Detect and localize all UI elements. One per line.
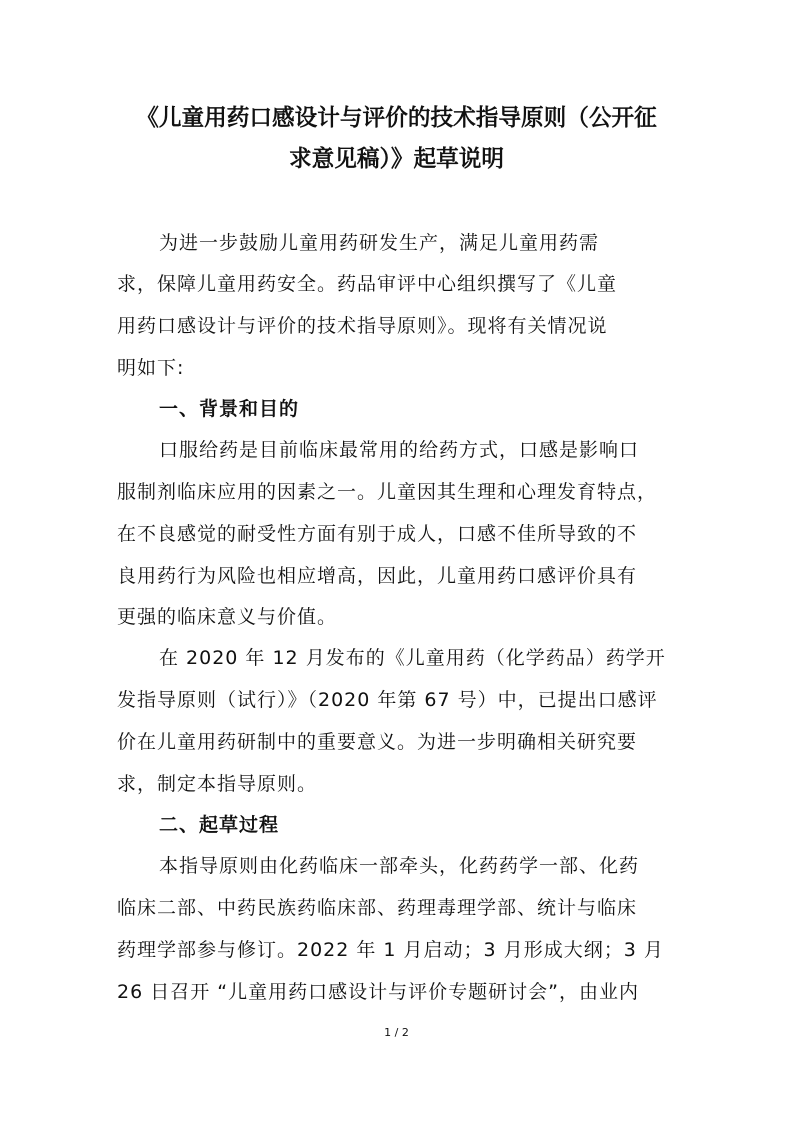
intro-line-1: 为进一步鼓励儿童用药研发生产，满足儿童用药需: [159, 232, 600, 254]
section-1-para-1-line-3: 在不良感觉的耐受性方面有别于成人，口感不佳所导致的不: [117, 523, 638, 545]
document-title-line-2: 求意见稿）》起草说明: [288, 145, 505, 172]
section-1-para-1-line-2: 服制剂临床应用的因素之一。儿童因其生理和心理发育特点，: [117, 481, 658, 503]
section-1-para-1-line-4: 良用药行为风险也相应增高，因此，儿童用药口感评价具有: [117, 565, 638, 587]
section-1-para-2-line-3: 价在儿童用药研制中的重要意义。为进一步明确相关研究要: [117, 731, 638, 753]
section-2-para-1-line-1: 本指导原则由化药临床一部牵头，化药药学一部、化药: [159, 855, 640, 877]
intro-line-4: 明如下:: [117, 357, 185, 379]
section-1-para-1-line-5: 更强的临床意义与价值。: [117, 606, 338, 628]
section-2-para-1-line-3: 药理学部参与修订。2022 年 1 月启动；3 月形成大纲；3 月: [117, 939, 664, 961]
section-1-para-2-line-2: 发指导原则（试行）》（2020 年第 67 号）中，已提出口感评: [117, 689, 658, 711]
section-2-heading: 二、起草过程: [159, 814, 280, 836]
section-1-para-1-line-1: 口服给药是目前临床最常用的给药方式，口感是影响口: [159, 439, 640, 461]
section-2-para-1-line-4: 26 日召开 “儿童用药口感设计与评价专题研讨会”，由业内: [117, 981, 639, 1003]
document-title-line-1: 《儿童用药口感设计与评价的技术指导原则（公开征: [136, 104, 657, 131]
section-2-para-1-line-2: 临床二部、中药民族药临床部、药理毒理学部、统计与临床: [117, 897, 638, 919]
intro-line-3: 用药口感设计与评价的技术指导原则》。现将有关情况说: [117, 315, 608, 337]
section-1-para-2-line-1: 在 2020 年 12 月发布的《儿童用药（化学药品）药学开: [159, 647, 666, 669]
page-number: 1 / 2: [384, 1026, 409, 1039]
section-1-para-2-line-4: 求，制定本指导原则。: [117, 773, 318, 795]
section-1-heading: 一、背景和目的: [159, 398, 300, 420]
intro-line-2: 求，保障儿童用药安全。药品审评中心组织撰写了《儿童: [117, 273, 618, 295]
